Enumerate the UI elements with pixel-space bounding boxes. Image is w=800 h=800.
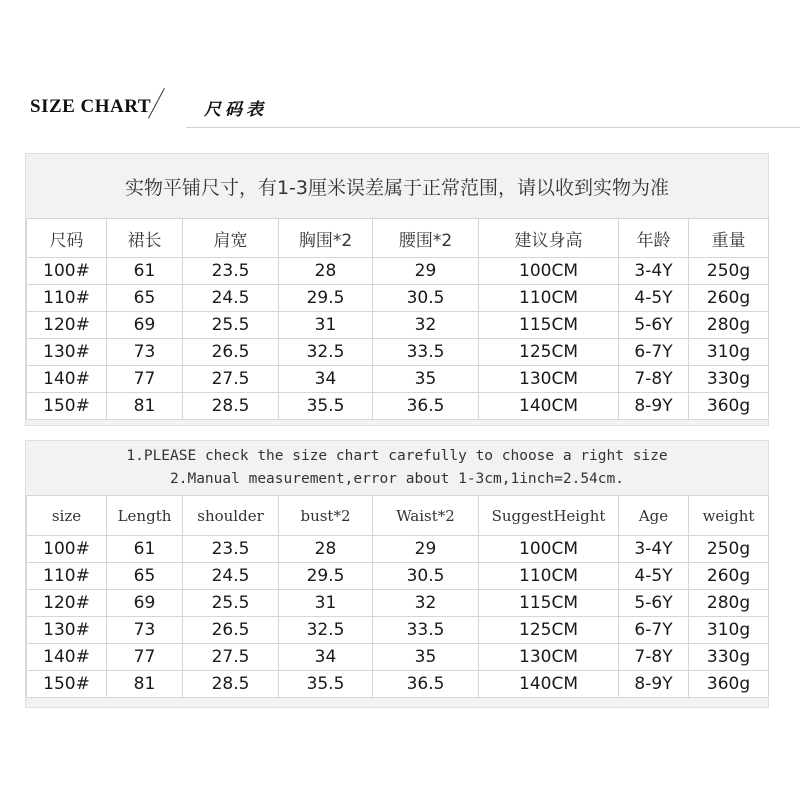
table-cell: 61 bbox=[107, 258, 183, 285]
size-chart-cn bbox=[25, 153, 769, 426]
table-cell: 260g bbox=[689, 285, 769, 312]
table-cell: 130CM bbox=[479, 644, 619, 671]
table-cell: 140# bbox=[27, 644, 107, 671]
table-cell: 7-8Y bbox=[619, 366, 689, 393]
table-row bbox=[27, 339, 769, 366]
table-row bbox=[27, 644, 769, 671]
table-cell: 69 bbox=[107, 590, 183, 617]
table-cell: 30.5 bbox=[373, 563, 479, 590]
table-cell: 36.5 bbox=[373, 393, 479, 420]
table-cell: 6-7Y bbox=[619, 339, 689, 366]
table-cell: 28 bbox=[279, 258, 373, 285]
table-cell: 26.5 bbox=[183, 339, 279, 366]
table-row bbox=[27, 563, 769, 590]
table-cell: 30.5 bbox=[373, 285, 479, 312]
table-cell: 23.5 bbox=[183, 536, 279, 563]
table-row bbox=[27, 258, 769, 285]
table-cell: 35 bbox=[373, 366, 479, 393]
table-cell: 65 bbox=[107, 563, 183, 590]
table-row bbox=[27, 671, 769, 698]
table-cell: 29.5 bbox=[279, 285, 373, 312]
table-cell: 360g bbox=[689, 393, 769, 420]
table-cell: 27.5 bbox=[183, 644, 279, 671]
table-cell: 360g bbox=[689, 671, 769, 698]
size-table-en bbox=[26, 495, 769, 698]
column-header: 肩宽 bbox=[183, 219, 279, 258]
column-header: 裙长 bbox=[107, 219, 183, 258]
table-row bbox=[27, 393, 769, 420]
table-cell: 120# bbox=[27, 312, 107, 339]
table-cell: 125CM bbox=[479, 617, 619, 644]
table-cell: 3-4Y bbox=[619, 536, 689, 563]
note-line: 1.PLEASE check the size chart carefully to choose a right size bbox=[126, 448, 668, 464]
table-cell: 140# bbox=[27, 366, 107, 393]
table-cell: 150# bbox=[27, 671, 107, 698]
column-header: 重量 bbox=[689, 219, 769, 258]
table-cell: 65 bbox=[107, 285, 183, 312]
table-cell: 81 bbox=[107, 671, 183, 698]
table-cell: 130# bbox=[27, 339, 107, 366]
table-cell: 33.5 bbox=[373, 339, 479, 366]
column-header: size bbox=[27, 496, 107, 536]
table-cell: 310g bbox=[689, 617, 769, 644]
table-cell: 5-6Y bbox=[619, 590, 689, 617]
table-header-row bbox=[27, 219, 769, 258]
table-cell: 330g bbox=[689, 366, 769, 393]
table-cell: 32 bbox=[373, 312, 479, 339]
table-cell: 25.5 bbox=[183, 312, 279, 339]
table-cell: 3-4Y bbox=[619, 258, 689, 285]
column-header: 胸围*2 bbox=[279, 219, 373, 258]
table-cell: 4-5Y bbox=[619, 285, 689, 312]
table-row bbox=[27, 312, 769, 339]
table-cell: 330g bbox=[689, 644, 769, 671]
table-cell: 24.5 bbox=[183, 285, 279, 312]
table-cell: 32.5 bbox=[279, 617, 373, 644]
size-chart-en bbox=[25, 440, 769, 708]
table-cell: 26.5 bbox=[183, 617, 279, 644]
table-cell: 100# bbox=[27, 536, 107, 563]
column-header: 尺码 bbox=[27, 219, 107, 258]
table-cell: 32 bbox=[373, 590, 479, 617]
table-cell: 260g bbox=[689, 563, 769, 590]
column-header: Waist*2 bbox=[373, 496, 479, 536]
table-cell: 250g bbox=[689, 536, 769, 563]
table-row bbox=[27, 617, 769, 644]
table-cell: 73 bbox=[107, 339, 183, 366]
table-cell: 120# bbox=[27, 590, 107, 617]
table-row bbox=[27, 536, 769, 563]
table-cell: 23.5 bbox=[183, 258, 279, 285]
column-header: Age bbox=[619, 496, 689, 536]
column-header: SuggestHeight bbox=[479, 496, 619, 536]
column-header: 腰围*2 bbox=[373, 219, 479, 258]
table-cell: 29 bbox=[373, 536, 479, 563]
table-cell: 4-5Y bbox=[619, 563, 689, 590]
table-cell: 24.5 bbox=[183, 563, 279, 590]
table-cell: 7-8Y bbox=[619, 644, 689, 671]
table-cell: 27.5 bbox=[183, 366, 279, 393]
table-cell: 34 bbox=[279, 644, 373, 671]
table-cell: 31 bbox=[279, 590, 373, 617]
table-cell: 25.5 bbox=[183, 590, 279, 617]
table-cell: 35 bbox=[373, 644, 479, 671]
table-cell: 35.5 bbox=[279, 671, 373, 698]
table-cell: 8-9Y bbox=[619, 393, 689, 420]
table-cell: 140CM bbox=[479, 393, 619, 420]
table-cell: 69 bbox=[107, 312, 183, 339]
column-header: bust*2 bbox=[279, 496, 373, 536]
table-cell: 33.5 bbox=[373, 617, 479, 644]
chart-cn-banner: 实物平铺尺寸，有1-3厘米误差属于正常范围，请以收到实物为准 bbox=[124, 176, 670, 199]
table-cell: 125CM bbox=[479, 339, 619, 366]
table-cell: 130# bbox=[27, 617, 107, 644]
table-cell: 115CM bbox=[479, 312, 619, 339]
column-header: 建议身高 bbox=[479, 219, 619, 258]
table-cell: 280g bbox=[689, 312, 769, 339]
table-cell: 115CM bbox=[479, 590, 619, 617]
table-cell: 250g bbox=[689, 258, 769, 285]
table-cell: 140CM bbox=[479, 671, 619, 698]
table-cell: 28.5 bbox=[183, 393, 279, 420]
note-line: 2.Manual measurement,error about 1-3cm,1inch=2.54cm. bbox=[170, 471, 624, 487]
table-cell: 100CM bbox=[479, 536, 619, 563]
table-cell: 100CM bbox=[479, 258, 619, 285]
chart-en-notes bbox=[26, 441, 768, 495]
table-cell: 130CM bbox=[479, 366, 619, 393]
table-cell: 61 bbox=[107, 536, 183, 563]
table-cell: 28 bbox=[279, 536, 373, 563]
column-header: weight bbox=[689, 496, 769, 536]
table-cell: 81 bbox=[107, 393, 183, 420]
table-cell: 5-6Y bbox=[619, 312, 689, 339]
table-cell: 35.5 bbox=[279, 393, 373, 420]
table-cell: 310g bbox=[689, 339, 769, 366]
table-row bbox=[27, 590, 769, 617]
table-cell: 110# bbox=[27, 285, 107, 312]
table-cell: 6-7Y bbox=[619, 617, 689, 644]
page-subtitle: 尺码表 bbox=[204, 100, 267, 120]
column-header: Length bbox=[107, 496, 183, 536]
table-cell: 32.5 bbox=[279, 339, 373, 366]
table-cell: 77 bbox=[107, 644, 183, 671]
column-header: shoulder bbox=[183, 496, 279, 536]
table-cell: 110CM bbox=[479, 563, 619, 590]
table-cell: 280g bbox=[689, 590, 769, 617]
table-cell: 73 bbox=[107, 617, 183, 644]
table-cell: 150# bbox=[27, 393, 107, 420]
table-cell: 77 bbox=[107, 366, 183, 393]
page-title: SIZE CHART bbox=[30, 96, 152, 117]
table-cell: 110# bbox=[27, 563, 107, 590]
table-cell: 100# bbox=[27, 258, 107, 285]
table-row bbox=[27, 285, 769, 312]
table-cell: 28.5 bbox=[183, 671, 279, 698]
size-table-cn bbox=[26, 218, 769, 420]
header-underline bbox=[186, 127, 800, 128]
table-cell: 29.5 bbox=[279, 563, 373, 590]
table-cell: 31 bbox=[279, 312, 373, 339]
page-header bbox=[0, 84, 800, 134]
table-header-row bbox=[27, 496, 769, 536]
table-cell: 110CM bbox=[479, 285, 619, 312]
table-cell: 36.5 bbox=[373, 671, 479, 698]
column-header: 年龄 bbox=[619, 219, 689, 258]
table-cell: 29 bbox=[373, 258, 479, 285]
table-row bbox=[27, 366, 769, 393]
table-cell: 34 bbox=[279, 366, 373, 393]
table-cell: 8-9Y bbox=[619, 671, 689, 698]
